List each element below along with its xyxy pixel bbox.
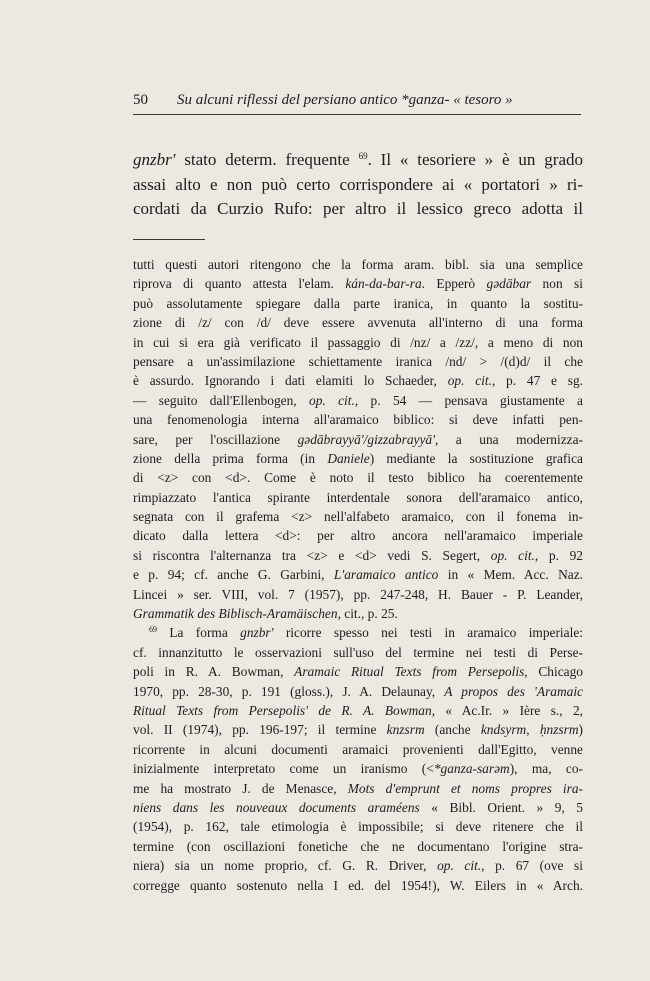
text-run: ) [578, 722, 583, 738]
footnote-line [133, 740, 583, 759]
text-run: A propos des 'Aramaic [444, 683, 583, 699]
footnote-line [133, 352, 583, 371]
text-run: poli in R. A. Bowman, [133, 664, 295, 680]
text-run: pensare a un'assimilazione schiettamente iranica /nd/ > /(d)d/ il che [133, 353, 583, 369]
text-run: assai alto e non può certo corrispondere ai « portatori » ri- [133, 174, 583, 194]
text-run: non si [531, 276, 583, 292]
text-run: La forma [157, 625, 241, 641]
text-run: , « Ac.Ir. » Ière s., 2, [431, 702, 584, 718]
text-run: (anche [424, 722, 481, 738]
footnote-line [133, 817, 583, 836]
text-run: ) mediante la sostituzione grafica [369, 450, 583, 466]
footnote-line [133, 759, 583, 778]
text-run: cf. innanzitutto le osservazioni sull'uso del termine nei testi di Perse- [133, 644, 583, 660]
text-run: ricorre spesso nei testi in aramaico imperiale: [273, 625, 583, 641]
footnote-line [133, 449, 583, 468]
text-run: kndsyrm [480, 722, 527, 738]
footnote-line [133, 488, 583, 507]
footnote-line [133, 720, 583, 739]
footnote-line [133, 274, 583, 293]
footnote-line [133, 662, 583, 681]
footnote-line [133, 856, 583, 875]
text-run: in « Mem. Acc. Naz. [438, 567, 583, 583]
footnote-line [133, 333, 583, 352]
text-run: Mots d'emprunt et noms propres ira- [347, 780, 584, 796]
text-run: Daniele [327, 450, 370, 466]
text-run: (1954), p. 162, tale etimologia è impossibile; si deve ritenere che il [133, 819, 583, 835]
text-run: op. cit. [490, 547, 535, 563]
footnote-line [133, 565, 583, 584]
text-run: riprova di quanto attesta l'elam. [133, 276, 346, 292]
text-run: segnata con il grafema <z> nell'alfabeto aramaico, con il fonema in- [133, 509, 583, 525]
text-run: op. cit. [447, 373, 492, 389]
footnote-line [133, 623, 583, 642]
text-run: e p. 94; cf. anche G. Garbini, [133, 567, 334, 583]
footnote-line [133, 779, 583, 798]
text-run: kán-da-bar-ra [345, 276, 422, 292]
body-line [133, 173, 583, 198]
text-run: Aramaic Ritual Texts from Persepolis [294, 664, 525, 680]
text-run: dicato dalla lettera <d>: per altro ancora nell'aramaico imperiale [133, 528, 583, 544]
text-run: , Chicago [524, 664, 583, 680]
text-run: rimpiazzato l'antica spirante interdentale sonora dell'aramaico antico, [133, 489, 583, 505]
text-run: Grammatik des Biblisch-Aramäischen [133, 606, 338, 622]
running-head [133, 91, 583, 109]
footnote-line [133, 546, 583, 565]
text-run: Ritual Texts from Persepolis' de R. A. Bowman [133, 702, 432, 718]
footnote-line [133, 410, 583, 429]
text-run: ), ma, co- [509, 761, 583, 777]
footnote-line [133, 876, 583, 895]
text-run: inizialmente interpretato come un iranismo (< [133, 761, 434, 777]
page-number: 50 [133, 92, 148, 108]
text-run: L'aramaico antico [333, 567, 439, 583]
footnotes [133, 255, 583, 895]
text-run: gnzbr' [133, 150, 176, 169]
text-run: si riscontra l'alternanza tra <z> e <d> vedi S. Segert, [133, 547, 491, 563]
text-run: op. cit. [309, 392, 355, 408]
footnote-line [133, 701, 583, 720]
footnote-line [133, 643, 583, 662]
footnote-ref: 69 [149, 625, 157, 635]
text-run: op. cit. [437, 858, 482, 874]
running-title: Su alcuni riflessi del persiano antico *ganza- « tesoro » [177, 92, 513, 108]
footnote-line [133, 837, 583, 856]
text-run: , a una modernizza- [434, 431, 583, 447]
text-run: niens dans les nouveaux documents araméens [133, 799, 420, 815]
footnote-line [133, 798, 583, 817]
text-run: , p. 47 e sg. [491, 373, 583, 389]
footnote-line [133, 585, 583, 604]
text-run: ḥnzsrm [539, 722, 579, 738]
text-run: , [526, 722, 540, 738]
footnote-separator [133, 239, 205, 240]
text-run: me ha mostrato J. de Menasce, [133, 780, 348, 796]
text-run: cordati da Curzio Rufo: per altro il lessico greco adotta il [133, 199, 583, 218]
text-run: 1970, pp. 28-30, p. 191 (gloss.), J. A. Delaunay, [133, 683, 445, 699]
text-run: , p. 92 [534, 547, 583, 563]
footnote-line [133, 682, 583, 701]
body-line [133, 197, 583, 222]
footnote-line [133, 255, 583, 274]
text-run: vol. II (1974), pp. 196-197; il termine [133, 722, 387, 738]
footnote-line [133, 526, 583, 545]
header-rule [133, 114, 581, 115]
footnote-line [133, 430, 583, 449]
text-run: , cit., p. 25. [337, 606, 398, 622]
footnote-line [133, 294, 583, 313]
text-run: *ganza-sarəm [433, 761, 510, 777]
footnote-line [133, 507, 583, 526]
footnote-ref: 69 [358, 151, 368, 161]
text-run: in cui si era già verificato il passaggio di /nz/ a /zz/, a meno di non [133, 334, 583, 350]
text-run: . Il « tesoriere » è un grado [367, 150, 583, 169]
text-run: , p. 54 — pensava giustamente a [354, 392, 583, 408]
main-text [133, 148, 583, 222]
text-run: termine (con oscillazioni fonetiche che ne documentano l'origine stra- [133, 838, 583, 854]
text-run: . Epperò [421, 276, 487, 292]
text-run: zione della prima forma (in [133, 450, 328, 466]
text-run: di <z> con <d>. Come è noto il testo biblico ha coerentemente [133, 470, 583, 486]
text-run: sare, per l'oscillazione [133, 431, 298, 447]
text-run: corregge quanto sostenuto nella I ed. del 1954!), W. Eilers in « Arch. [133, 877, 583, 893]
text-run: , p. 67 (ove si [481, 858, 583, 874]
text-run: Lincei » ser. VIII, vol. 7 (1957), pp. 247-248, H. Bauer - P. Leander, [133, 586, 583, 602]
text-run: — seguito dall'Ellenbogen, [133, 392, 309, 408]
text-run: gədābrayyā'/gizzabrayyā' [297, 431, 435, 447]
text-run: è assurdo. Ignorando i dati elamiti lo Schaeder, [133, 373, 448, 389]
footnote-line [133, 391, 583, 410]
text-run: « Bibl. Orient. » 9, 5 [419, 799, 584, 815]
text-run: knzsrm [386, 722, 425, 738]
text-run: niera) sia un nome proprio, cf. G. R. Driver, [133, 858, 438, 874]
text-run: zione di /z/ con /d/ deve essere avvenuta all'interno di una forma [133, 315, 583, 331]
text-run: una fenomenologia interna all'aramaico biblico: si deve infatti pen- [133, 412, 583, 428]
footnote-line [133, 313, 583, 332]
text-run: può assolutamente spiegare dalla parte iranica, in quanto la sostitu- [133, 295, 583, 311]
body-line [133, 148, 583, 173]
footnote-line [133, 604, 583, 623]
text-run: gnzbr' [240, 625, 274, 641]
footnote-line [133, 371, 583, 390]
text-run: gədābar [486, 276, 532, 292]
text-run: ricorrente in alcuni documenti aramaici provenienti dall'Egitto, venne [133, 741, 583, 757]
text-run: tutti questi autori ritengono che la forma aram. bibl. sia una semplice [133, 257, 583, 272]
text-run: stato determ. frequente [175, 150, 359, 169]
footnote-line [133, 468, 583, 487]
